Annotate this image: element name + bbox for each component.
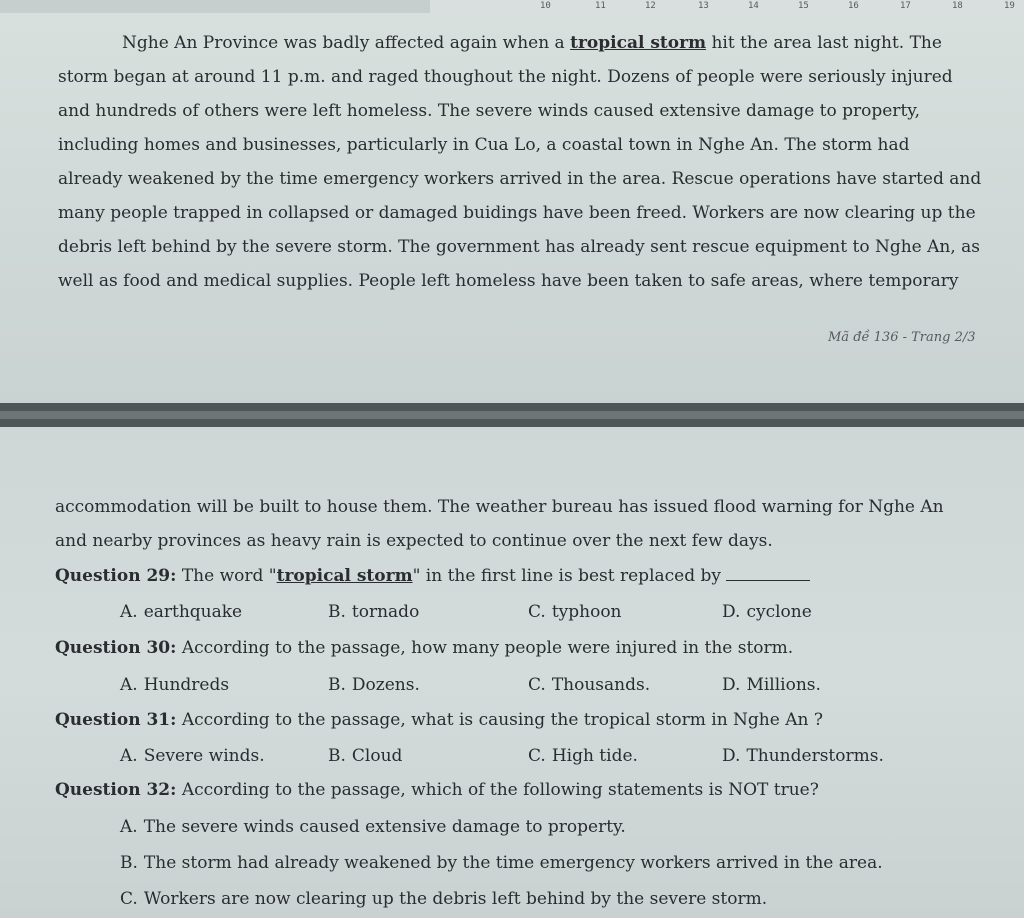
option-text: Thousands. (551, 675, 651, 695)
option-a (120, 817, 626, 837)
option-text: The severe winds caused extensive damage to property. (143, 817, 626, 837)
ruler-tick: 15 (798, 1, 809, 11)
option-b (328, 602, 419, 622)
option-text: Thunderstorms. (746, 746, 884, 766)
answer-blank (726, 566, 810, 581)
passage-text: hit the area last night. The (711, 33, 942, 53)
passage-line-1 (58, 26, 990, 60)
passage-line: debris left behind by the severe storm. The government has already sent rescue equipment to Nghe An, as (58, 237, 981, 257)
question-text: According to the passage, what is causing the tropical storm in Nghe An ? (181, 710, 823, 730)
option-d (722, 746, 884, 766)
question-label: Question 29: (55, 566, 177, 586)
question-keyword: tropical storm (276, 566, 413, 586)
passage-line: many people trapped in collapsed or damaged buidings have been freed. Workers are now clearing up the (58, 203, 976, 223)
page-footer: Mã đề 136 - Trang 2/3 (828, 330, 976, 345)
option-b (328, 675, 420, 695)
option-key: D. (722, 675, 741, 695)
page-break (0, 403, 1024, 427)
passage-body (58, 60, 992, 298)
option-b (120, 853, 883, 873)
passage-line: already weakened by the time emergency workers arrived in the area. Rescue operations have started and (58, 169, 982, 189)
ruler-tick: 12 (645, 1, 656, 11)
option-c (528, 675, 650, 695)
option-text: typhoon (551, 602, 622, 622)
ruler-tick: 10 (540, 1, 551, 11)
question-30 (55, 638, 793, 658)
option-c (120, 889, 767, 909)
option-key: D. (722, 746, 741, 766)
ruler-tick: 14 (748, 1, 759, 11)
question-32 (55, 780, 819, 800)
option-key: C. (528, 675, 546, 695)
option-a (120, 602, 242, 622)
option-key: A. (120, 746, 138, 766)
passage-continued (55, 490, 993, 558)
option-key: D. (722, 602, 741, 622)
tropical-storm-highlight: tropical storm (570, 33, 707, 53)
option-key: B. (328, 602, 346, 622)
passage-line: accommodation will be built to house them. The weather bureau has issued flood warning for Nghe An (55, 497, 944, 517)
option-a (120, 746, 265, 766)
ruler-tick: 18 (952, 1, 963, 11)
option-b (328, 746, 402, 766)
passage-line: and hundreds of others were left homeless. The severe winds caused extensive damage to property, (58, 101, 921, 121)
option-a (120, 675, 229, 695)
option-text: Cloud (351, 746, 403, 766)
option-text: High tide. (551, 746, 638, 766)
option-text: Dozens. (351, 675, 420, 695)
option-key: B. (120, 853, 138, 873)
question-text: " in the first line is best replaced by (412, 566, 721, 586)
option-key: B. (328, 675, 346, 695)
question-text: According to the passage, how many people were injured in the storm. (181, 638, 794, 658)
question-label: Question 32: (55, 780, 177, 800)
question-29 (55, 566, 810, 586)
option-key: C. (528, 746, 546, 766)
ruler-tick: 16 (848, 1, 859, 11)
option-text: The storm had already weakened by the time emergency workers arrived in the area. (143, 853, 883, 873)
passage-paragraph (58, 26, 990, 60)
option-key: A. (120, 602, 138, 622)
option-key: B. (328, 746, 346, 766)
option-key: A. (120, 817, 138, 837)
ruler-tick: 19 (1004, 1, 1015, 11)
option-key: C. (528, 602, 546, 622)
question-label: Question 30: (55, 638, 177, 658)
option-d (722, 602, 812, 622)
option-text: cyclone (746, 602, 812, 622)
question-label: Question 31: (55, 710, 177, 730)
option-text: Severe winds. (143, 746, 265, 766)
passage-text: Nghe An Province was badly affected again when a (122, 33, 565, 53)
option-key: A. (120, 675, 138, 695)
option-key: C. (120, 889, 138, 909)
option-c (528, 602, 622, 622)
question-text: According to the passage, which of the following statements is NOT true? (181, 780, 819, 800)
option-d (722, 675, 821, 695)
ruler (430, 0, 1024, 14)
question-text: The word " (181, 566, 277, 586)
question-31 (55, 710, 823, 730)
passage-line: well as food and medical supplies. People left homeless have been taken to safe areas, where temporary (58, 271, 959, 291)
passage-line: and nearby provinces as heavy rain is expected to continue over the next few days. (55, 531, 773, 551)
ruler-tick: 11 (595, 1, 606, 11)
passage-line: storm began at around 11 p.m. and raged thoughout the night. Dozens of people were seriously injured (58, 67, 953, 87)
option-text: earthquake (143, 602, 243, 622)
ruler-tick: 13 (698, 1, 709, 11)
ruler-tick: 17 (900, 1, 911, 11)
option-text: tornado (351, 602, 420, 622)
option-text: Hundreds (143, 675, 230, 695)
option-text: Millions. (746, 675, 821, 695)
option-text: Workers are now clearing up the debris left behind by the severe storm. (143, 889, 768, 909)
option-c (528, 746, 638, 766)
passage-line: including homes and businesses, particularly in Cua Lo, a coastal town in Nghe An. The storm had (58, 135, 910, 155)
